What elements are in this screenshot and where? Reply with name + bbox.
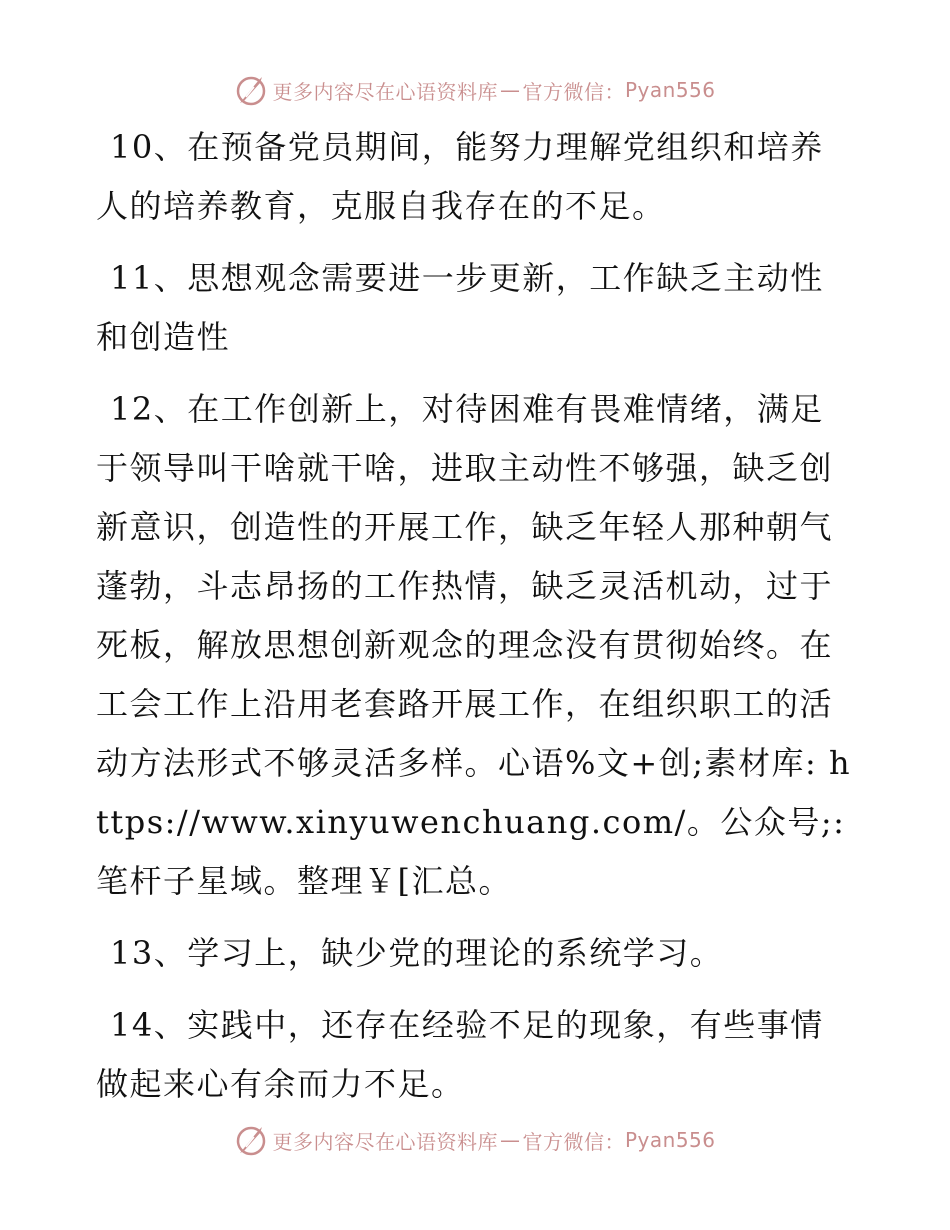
paragraph-11 bbox=[96, 249, 856, 367]
header-watermark bbox=[0, 70, 950, 110]
paragraph-text: 10、在预备党员期间，能努力理解党组织和培养人的培养教育，克服自我存在的不足。 bbox=[96, 128, 824, 225]
watermark-title: 更多内容尽在心语资料库 bbox=[272, 1129, 498, 1154]
watermark-title: 更多内容尽在心语资料库 bbox=[272, 79, 498, 104]
watermark-separator: — bbox=[499, 1128, 521, 1152]
paragraph-14 bbox=[96, 996, 856, 1114]
paragraph-13 bbox=[96, 924, 856, 983]
watermark-label: 官方微信： bbox=[522, 79, 625, 104]
paragraph-10 bbox=[96, 118, 856, 236]
watermark-separator: — bbox=[499, 78, 521, 102]
paragraph-12 bbox=[96, 380, 856, 911]
watermark-label: 官方微信： bbox=[522, 1129, 625, 1154]
document-body bbox=[96, 118, 856, 1127]
paragraph-text: 14、实践中，还存在经验不足的现象，有些事情做起来心有余而力不足。 bbox=[96, 1006, 824, 1103]
watermark-account: Pyan556 bbox=[624, 1128, 716, 1152]
paragraph-text: 12、在工作创新上，对待困难有畏难情绪，满足于领导叫干啥就干啥，进取主动性不够强，缺乏创新意识，创造性的开展工作，缺乏年轻人那种朝气蓬勃，斗志昂扬的工作热情，缺乏灵活机动，过于死板，解放思想创新观念的理念没有贯彻始终。在工会工作上沿用老套路开展工作，在组织职工的活动方法形式不够灵活多样。心语%文+创;素材库: https://www.xinyuwenchuang.com/。公众号;: 笔杆子星域。整理￥[汇总。 bbox=[96, 390, 852, 900]
watermark-account: Pyan556 bbox=[624, 78, 716, 102]
quill-pen-logo-icon bbox=[234, 73, 268, 107]
quill-pen-logo-icon bbox=[234, 1123, 268, 1157]
footer-watermark bbox=[0, 1120, 950, 1160]
paragraph-text: 11、思想观念需要进一步更新，工作缺乏主动性和创造性 bbox=[96, 259, 824, 356]
paragraph-text: 13、学习上，缺少党的理论的系统学习。 bbox=[110, 934, 724, 972]
